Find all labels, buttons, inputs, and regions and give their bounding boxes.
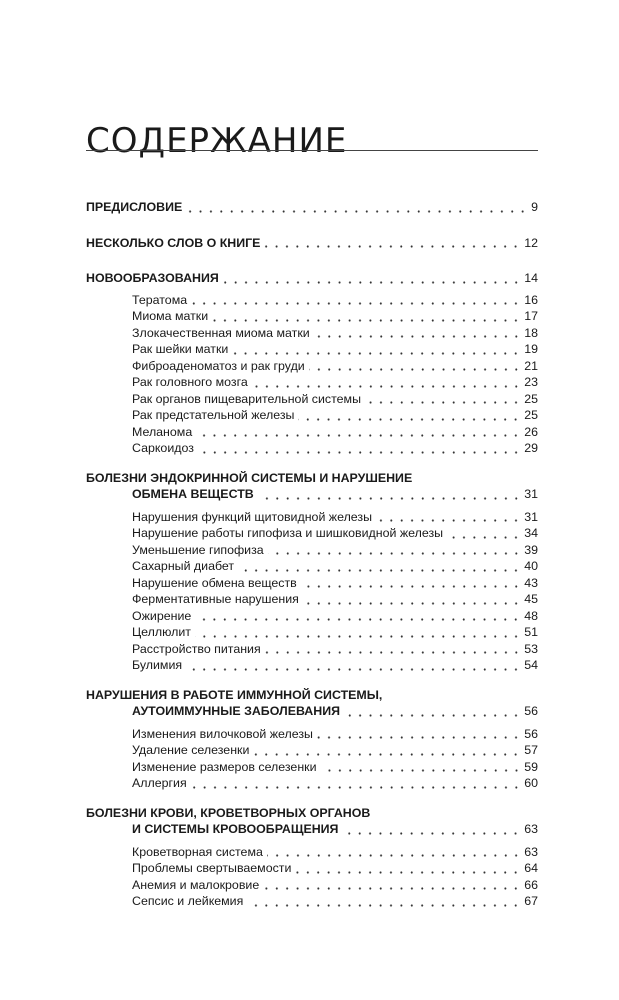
toc-page-number: 18: [524, 325, 538, 340]
toc-section-about: [86, 235, 538, 252]
dot-leader: [303, 595, 521, 605]
toc-subentry[interactable]: [86, 509, 538, 526]
toc-entry-title: Тератома: [132, 292, 188, 307]
toc-page-number: 63: [524, 844, 538, 859]
dot-leader: [447, 529, 521, 539]
toc-entry[interactable]: [86, 199, 538, 216]
toc-entry-title: Проблемы свертываемости: [132, 861, 292, 875]
toc-entry-title: Ожирение: [132, 608, 192, 623]
dot-leader: [264, 238, 521, 248]
toc-page-number: 51: [524, 625, 538, 639]
toc-page-number: 39: [524, 542, 538, 557]
dot-leader: [365, 394, 521, 404]
toc-page-number: 53: [524, 641, 538, 656]
toc-entry-title: Нарушения функций щитовидной железы: [132, 509, 373, 524]
toc-entry-title: Уменьшение гипофиза: [132, 542, 264, 557]
toc-entry-title: Анемия и малокровие: [132, 877, 260, 892]
toc-subentry[interactable]: [86, 308, 538, 325]
dot-leader: [268, 545, 522, 555]
toc-entry-title: НЕСКОЛЬКО СЛОВ О КНИГЕ: [86, 235, 261, 250]
toc-subentry[interactable]: [86, 641, 538, 658]
toc-subentry[interactable]: [86, 424, 538, 441]
toc-page-number: 9: [531, 200, 538, 214]
toc-subentry[interactable]: [86, 440, 538, 457]
dot-leader: [252, 378, 521, 388]
toc-entry-title: Изменения вилочковой железы: [132, 726, 313, 741]
toc-entry-title: Миома матки: [132, 309, 209, 323]
dot-leader: [265, 644, 522, 654]
toc-page-number: 54: [524, 658, 538, 672]
toc-page-number: 17: [524, 309, 538, 323]
toc-entry[interactable]: [86, 235, 538, 252]
dot-leader: [263, 880, 521, 890]
toc-page-number: 34: [524, 526, 538, 540]
toc-section-immune: [86, 687, 538, 792]
toc-entry-title: Изменение размеров селезенки: [132, 759, 317, 774]
toc-entry-title: Удаление селезенки: [132, 743, 250, 757]
dot-leader: [198, 444, 521, 454]
dot-leader: [317, 729, 521, 739]
page-title: СОДЕРЖАНИЕ: [86, 120, 348, 161]
toc-page-number: 60: [524, 776, 538, 790]
dot-leader: [267, 847, 521, 857]
toc-subentry[interactable]: [86, 726, 538, 743]
toc-page-number: 64: [524, 861, 538, 875]
dot-leader: [212, 312, 521, 322]
toc-entry-title-line: И СИСТЕМЫ КРОВООБРАЩЕНИЯ: [132, 822, 339, 836]
toc-subentry[interactable]: [86, 742, 538, 759]
toc-subentry[interactable]: [86, 759, 538, 776]
toc-subentry[interactable]: [86, 591, 538, 608]
toc-entry-title: Аллергия: [132, 776, 187, 790]
toc-entry-title-line: НАРУШЕНИЯ В РАБОТЕ ИММУННОЙ СИСТЕМЫ,: [86, 687, 383, 702]
toc-subentry[interactable]: [86, 341, 538, 358]
toc-entry-title-line: ОБМЕНА ВЕЩЕСТВ: [132, 487, 254, 501]
toc-entry-title-line: БОЛЕЗНИ ЭНДОКРИННОЙ СИСТЕМЫ И НАРУШЕНИЕ: [86, 470, 413, 485]
toc-entry-title: НОВООБРАЗОВАНИЯ: [86, 271, 219, 285]
toc-entry-title: Рак предстательной железы: [132, 408, 295, 422]
toc-page-number: 19: [524, 342, 538, 356]
toc-page-number: 29: [524, 441, 538, 455]
dot-leader: [298, 411, 521, 421]
toc-entry-title: Рак шейки матки: [132, 342, 229, 356]
dot-leader: [258, 490, 521, 500]
toc-page-number: 59: [524, 759, 538, 774]
toc-page-number: 25: [524, 391, 538, 406]
dot-leader: [321, 762, 522, 772]
toc-subentry[interactable]: [86, 657, 538, 674]
dot-leader: [342, 825, 521, 835]
toc-subentry[interactable]: [86, 860, 538, 877]
toc-page-number: 45: [524, 592, 538, 606]
toc-entry-title: Рак головного мозга: [132, 375, 248, 389]
toc-subentry[interactable]: [86, 575, 538, 592]
toc-entry-title: Рак органов пищеварительной системы: [132, 391, 361, 406]
toc-page-number: 25: [524, 408, 538, 422]
toc-entry-title: Сахарный диабет: [132, 559, 235, 573]
toc-subentry[interactable]: [86, 407, 538, 424]
toc-page-number: 40: [524, 559, 538, 573]
dot-leader: [376, 512, 521, 522]
toc-page-number: 12: [524, 235, 538, 250]
toc-subentry[interactable]: [86, 608, 538, 625]
dot-leader: [314, 328, 522, 338]
dot-leader: [196, 427, 521, 437]
dot-leader: [253, 746, 521, 756]
dot-leader: [186, 203, 528, 213]
toc-page-number: 43: [524, 575, 538, 590]
dot-leader: [191, 779, 522, 789]
toc-page-number: 57: [524, 743, 538, 757]
toc-page-number: 48: [524, 608, 538, 623]
toc-entry-title: Кроветворная система: [132, 844, 263, 859]
dot-leader: [344, 707, 521, 717]
toc-subentry[interactable]: [86, 844, 538, 861]
toc-entry-title: Расстройство питания: [132, 641, 261, 656]
toc-subentry[interactable]: [86, 558, 538, 575]
toc-page-number: 67: [524, 894, 538, 908]
toc-entry-title: Злокачественная миома матки: [132, 325, 310, 340]
dot-leader: [301, 578, 521, 588]
dot-leader: [247, 897, 521, 907]
toc-entry-title-line: БОЛЕЗНИ КРОВИ, КРОВЕТВОРНЫХ ОРГАНОВ: [86, 805, 371, 820]
toc-page-number: 14: [524, 271, 538, 285]
toc-subentry[interactable]: [86, 358, 538, 375]
toc-subentry[interactable]: [86, 292, 538, 309]
toc-subentry[interactable]: [86, 542, 538, 559]
toc-subentry[interactable]: [86, 893, 538, 910]
toc-entry-title: Фиброаденоматоз и рак груди: [132, 358, 305, 373]
toc-subentry[interactable]: [86, 624, 538, 641]
toc-page-number: 31: [524, 487, 538, 501]
toc-section-preface: [86, 199, 538, 216]
toc-subentry[interactable]: [86, 525, 538, 542]
toc-page-number: 21: [524, 358, 538, 373]
toc-entry[interactable]: [86, 805, 538, 838]
dot-leader: [223, 274, 521, 284]
dot-leader: [195, 611, 521, 621]
dot-leader: [195, 628, 521, 638]
dot-leader: [309, 361, 521, 371]
toc-entry-title: Саркоидоз: [132, 441, 194, 455]
toc-entry-title-line: АУТОИММУННЫЕ ЗАБОЛЕВАНИЯ: [132, 704, 341, 718]
dot-leader: [238, 562, 521, 572]
toc-entry-title: Нарушение обмена веществ: [132, 575, 297, 590]
toc-entry-title: Нарушение работы гипофиза и шишковидной железы: [132, 526, 444, 540]
toc-subentry[interactable]: [86, 775, 538, 792]
toc-page-number: 56: [524, 704, 538, 718]
toc-page-number: 31: [524, 509, 538, 524]
toc-entry-title: Целлюлит: [132, 625, 191, 639]
toc-subentry[interactable]: [86, 374, 538, 391]
toc-page-number: 16: [524, 292, 538, 307]
toc-section-endocrine: [86, 470, 538, 674]
dot-leader: [295, 864, 521, 874]
dot-leader: [186, 661, 521, 671]
toc-subentry[interactable]: [86, 325, 538, 342]
toc-entry-title: ПРЕДИСЛОВИЕ: [86, 200, 183, 214]
toc-subentry[interactable]: [86, 877, 538, 894]
toc-page-number: 56: [524, 726, 538, 741]
title-divider: [86, 150, 538, 151]
toc-entry-title: Ферментативные нарушения: [132, 592, 299, 606]
toc-section-neoplasms: [86, 270, 538, 457]
toc-subentry[interactable]: [86, 391, 538, 408]
toc-entry[interactable]: [86, 470, 538, 503]
toc-entry-title: Булимия: [132, 658, 183, 672]
toc-entry-title: Меланома: [132, 424, 193, 439]
dot-leader: [232, 345, 521, 355]
toc-page-number: 26: [524, 424, 538, 439]
toc-page-number: 63: [524, 822, 538, 836]
toc-entry[interactable]: [86, 270, 538, 287]
toc-page-number: 66: [524, 877, 538, 892]
toc-entry[interactable]: [86, 687, 538, 720]
toc-section-blood: [86, 805, 538, 910]
toc-entry-title: Сепсис и лейкемия: [132, 894, 244, 908]
table-of-contents: [86, 199, 538, 910]
toc-page-number: 23: [524, 375, 538, 389]
dot-leader: [191, 295, 521, 305]
